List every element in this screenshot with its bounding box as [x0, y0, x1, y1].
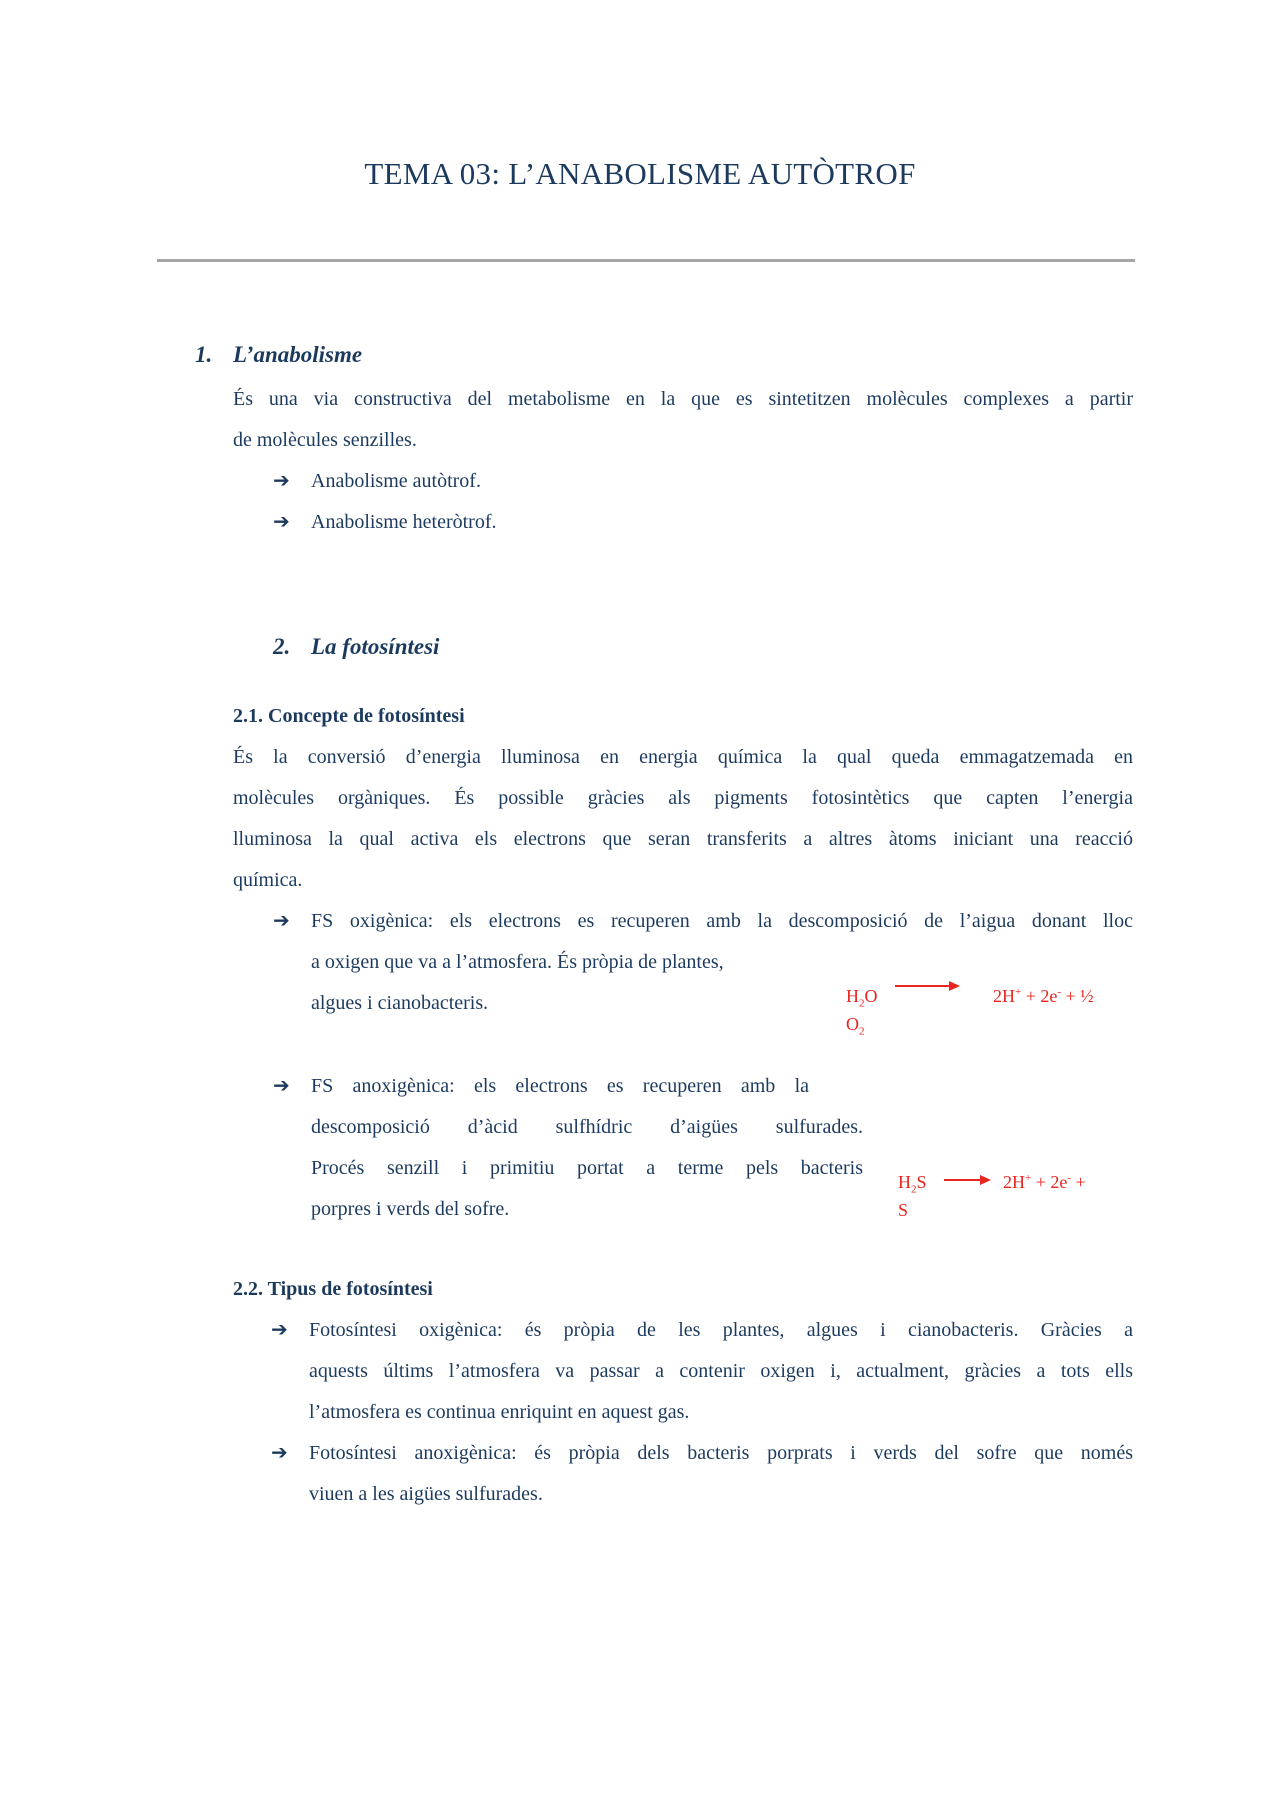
list-item-line: Fotosíntesi anoxigènica: és pròpia dels bacteris porprats i verds del sofre que només: [309, 1442, 1133, 1464]
list-item: Anabolisme autòtrof.: [311, 470, 481, 492]
section-1-heading: [195, 342, 362, 368]
paragraph-line: de molècules senzilles.: [233, 429, 417, 451]
equation-products: 2H+ + 2e- +: [1003, 1172, 1086, 1192]
list-item: Anabolisme heteròtrof.: [311, 511, 497, 533]
equation-reactant: $H_2S$: [898, 1172, 927, 1196]
arrow-right-icon: ➔: [273, 470, 290, 492]
reaction-arrow-icon: [893, 978, 963, 994]
list-item-line: porpres i verds del sofre.: [311, 1198, 510, 1220]
list-item-line: Fotosíntesi oxigènica: és pròpia de les plantes, algues i cianobacteris. Gràcies a: [309, 1319, 1133, 1341]
list-item-line: l’atmosfera es continua enriquint en aquest gas.: [309, 1401, 690, 1423]
paragraph-line: lluminosa la qual activa els electrons que seran transferits a altres àtoms iniciant una reacció: [233, 828, 1133, 850]
list-item-line: FS oxigènica: els electrons es recuperen amb la descomposició de l’aigua donant lloc: [311, 910, 1133, 932]
page-title: TEMA 03: L’ANABOLISME AUTÒTROF: [364, 156, 916, 191]
reaction-arrow-icon: [942, 1172, 994, 1188]
subsection-heading: 2.2. Tipus de fotosíntesi: [233, 1278, 433, 1300]
arrow-right-icon: ➔: [273, 910, 290, 932]
equation-reactant: $H_2O$: [846, 986, 878, 1010]
list-item-line: algues i cianobacteris.: [311, 992, 489, 1014]
arrow-right-icon: ➔: [273, 1075, 290, 1097]
arrow-right-icon: ➔: [271, 1319, 288, 1341]
list-item-line: descomposició d’àcid sulfhídric d’aigües sulfurades.: [311, 1116, 863, 1138]
paragraph-line: És una via constructiva del metabolisme en la que es sintetitzen molècules complexes a partir: [233, 388, 1133, 410]
equation-continuation: $O_2$: [846, 1014, 865, 1038]
arrow-right-icon: ➔: [273, 511, 290, 533]
paragraph-line: És la conversió d’energia lluminosa en energia química la qual queda emmagatzemada en: [233, 746, 1133, 768]
title-divider: [157, 259, 1135, 262]
arrow-right-icon: ➔: [271, 1442, 288, 1464]
subsection-heading: 2.1. Concepte de fotosíntesi: [233, 705, 465, 727]
section-title: L’anabolisme: [233, 342, 363, 367]
section-2-heading: [273, 634, 439, 660]
list-item-line: viuen a les aigües sulfurades.: [309, 1483, 543, 1505]
paragraph-line: molècules orgàniques. És possible gràcies als pigments fotosintètics que capten l’energia: [233, 787, 1133, 809]
section-number: 2.: [273, 634, 291, 659]
section-title: La fotosíntesi: [311, 634, 440, 659]
equation-products: 2H+ + 2e- + ½: [993, 986, 1094, 1006]
equation-continuation: S: [898, 1200, 909, 1220]
list-item-line: Procés senzill i primitiu portat a terme pels bacteris: [311, 1157, 863, 1179]
list-item-line: FS anoxigènica: els electrons es recuperen amb la: [311, 1075, 809, 1097]
paragraph-line: química.: [233, 869, 303, 891]
list-item-line: aquests últims l’atmosfera va passar a contenir oxigen i, actualment, gràcies a tots ells: [309, 1360, 1133, 1382]
section-number: 1.: [195, 342, 213, 367]
list-item-line: a oxigen que va a l’atmosfera. És pròpia de plantes,: [311, 951, 724, 973]
